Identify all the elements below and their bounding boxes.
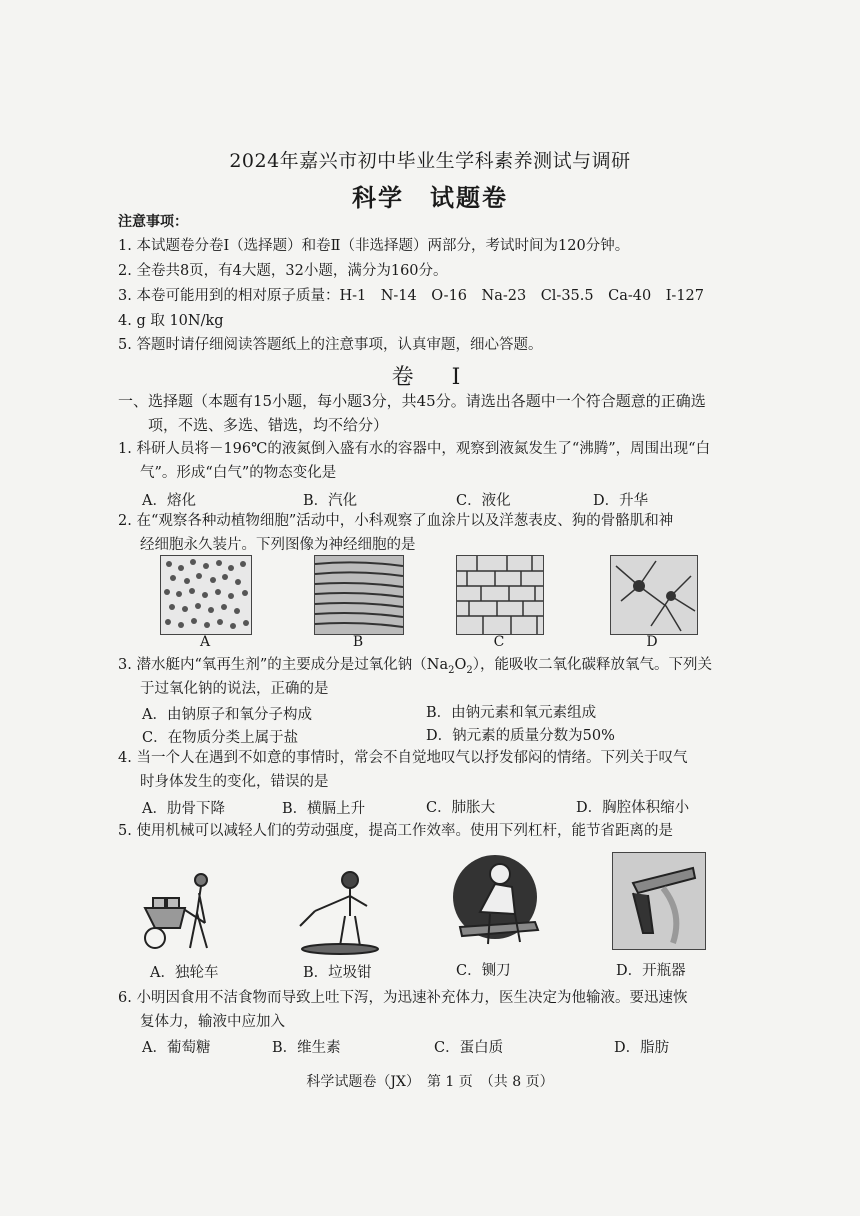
q3-option-d: D．钠元素的质量分数为50% (426, 728, 615, 744)
q6-option-c: C．蛋白质 (434, 1040, 504, 1056)
q6-option-a: A．葡萄糖 (142, 1040, 211, 1056)
question-6: 6. 小明因食用不洁食物而导致上吐下泻，为迅速补充体力，医生决定为他输液。要迅速恢 (118, 990, 688, 1006)
section-heading: 卷 Ⅰ (391, 365, 469, 390)
exam-subtitle: 科学 试题卷 (352, 183, 508, 212)
onion-epidermis-image (456, 555, 544, 635)
q5-option-b: B．垃圾钳 (303, 965, 372, 981)
notes-heading: 注意事项： (118, 214, 188, 230)
q1-option-d: D．升华 (593, 493, 649, 509)
q3-formula-o: O (454, 657, 467, 673)
q3-option-c: C．在物质分类上属于盐 (142, 730, 299, 746)
q1-option-c: C．液化 (456, 493, 511, 509)
bottle-opener-image (612, 852, 706, 950)
q6-option-d: D．脂肪 (614, 1040, 670, 1056)
q3-text-prefix: 3. 潜水艇内“氧再生剂”的主要成分是过氧化钠（Na (118, 657, 449, 673)
q3-subscript: 2 (466, 664, 473, 676)
image-label-a: A (199, 634, 211, 650)
image-label-c: C (493, 634, 505, 650)
question-4-cont: 时身体发生的变化，错误的是 (140, 774, 329, 790)
q4-option-a: A．肋骨下降 (142, 801, 225, 817)
q5-option-d: D．开瓶器 (616, 963, 686, 979)
note-item: 3. 本卷可能用到的相对原子质量：H-1 N-14 O-16 Na-23 Cl-35.5 Ca-40 I-127 (118, 288, 705, 304)
image-label-d: D (646, 634, 658, 650)
question-5: 5. 使用机械可以减轻人们的劳动强度，提高工作效率。使用下列杠杆，能节省距离的是 (118, 823, 673, 839)
q1-option-a: A．熔化 (142, 493, 196, 509)
question-3 (118, 656, 712, 680)
q4-option-d: D．胸腔体积缩小 (576, 800, 690, 816)
blood-smear-image (160, 555, 252, 635)
q3-subscript: 2 (448, 664, 455, 676)
q6-option-b: B．维生素 (272, 1040, 341, 1056)
image-label-b: B (352, 634, 364, 650)
guillotine-cutter-image (450, 852, 545, 952)
q3-text-suffix: ），能吸收二氧化碳释放氧气。下列关 (472, 657, 712, 673)
note-item: 4. g 取 10N/kg (118, 313, 224, 329)
nerve-cell-image (610, 555, 698, 635)
q4-option-b: B．横膈上升 (282, 801, 366, 817)
question-6-cont: 复体力，输液中应加入 (140, 1014, 285, 1030)
question-2-cont: 经细胞永久装片。下列图像为神经细胞的是 (140, 537, 416, 553)
q1-option-b: B．汽化 (303, 493, 358, 509)
page-footer: 科学试题卷（JX） 第 1 页 （共 8 页） (306, 1074, 554, 1090)
q4-option-c: C．肺胀大 (426, 800, 496, 816)
muscle-tissue-image (314, 555, 404, 635)
question-2: 2. 在“观察各种动植物细胞”活动中，小科观察了血涂片以及洋葱表皮、狗的骨骼肌和神 (118, 513, 674, 529)
q3-option-b: B．由钠元素和氧元素组成 (426, 705, 597, 721)
question-1: 1. 科研人员将－196℃的液氮倒入盛有水的容器中，观察到液氮发生了“沸腾”，周围出现“白 (118, 441, 711, 457)
note-item: 2. 全卷共8页，有4大题，32小题，满分为160分。 (118, 263, 448, 279)
question-4: 4. 当一个人在遇到不如意的事情时，常会不自觉地叹气以抒发郁闷的情绪。下列关于叹气 (118, 750, 688, 766)
part-title: 一、选择题（本题有15小题，每小题3分，共45分。请选出各题中一个符合题意的正确选 (118, 392, 706, 410)
note-item: 1. 本试题卷分卷Ⅰ（选择题）和卷Ⅱ（非选择题）两部分，考试时间为120分钟。 (118, 238, 630, 254)
wheelbarrow-image (135, 868, 220, 953)
question-1-cont: 气”。形成“白气”的物态变化是 (140, 465, 337, 481)
q3-option-a: A．由钠原子和氧分子构成 (142, 707, 312, 723)
q5-option-c: C．铡刀 (456, 963, 511, 979)
q5-option-a: A．独轮车 (150, 965, 219, 981)
trash-tongs-image (295, 866, 385, 956)
part-title-cont: 项，不选、多选、错选，均不给分） (148, 416, 389, 434)
question-3-cont: 于过氧化钠的说法，正确的是 (140, 681, 329, 697)
exam-title: 2024年嘉兴市初中毕业生学科素养测试与调研 (229, 150, 631, 172)
note-item: 5. 答题时请仔细阅读答题纸上的注意事项，认真审题，细心答题。 (118, 337, 543, 353)
